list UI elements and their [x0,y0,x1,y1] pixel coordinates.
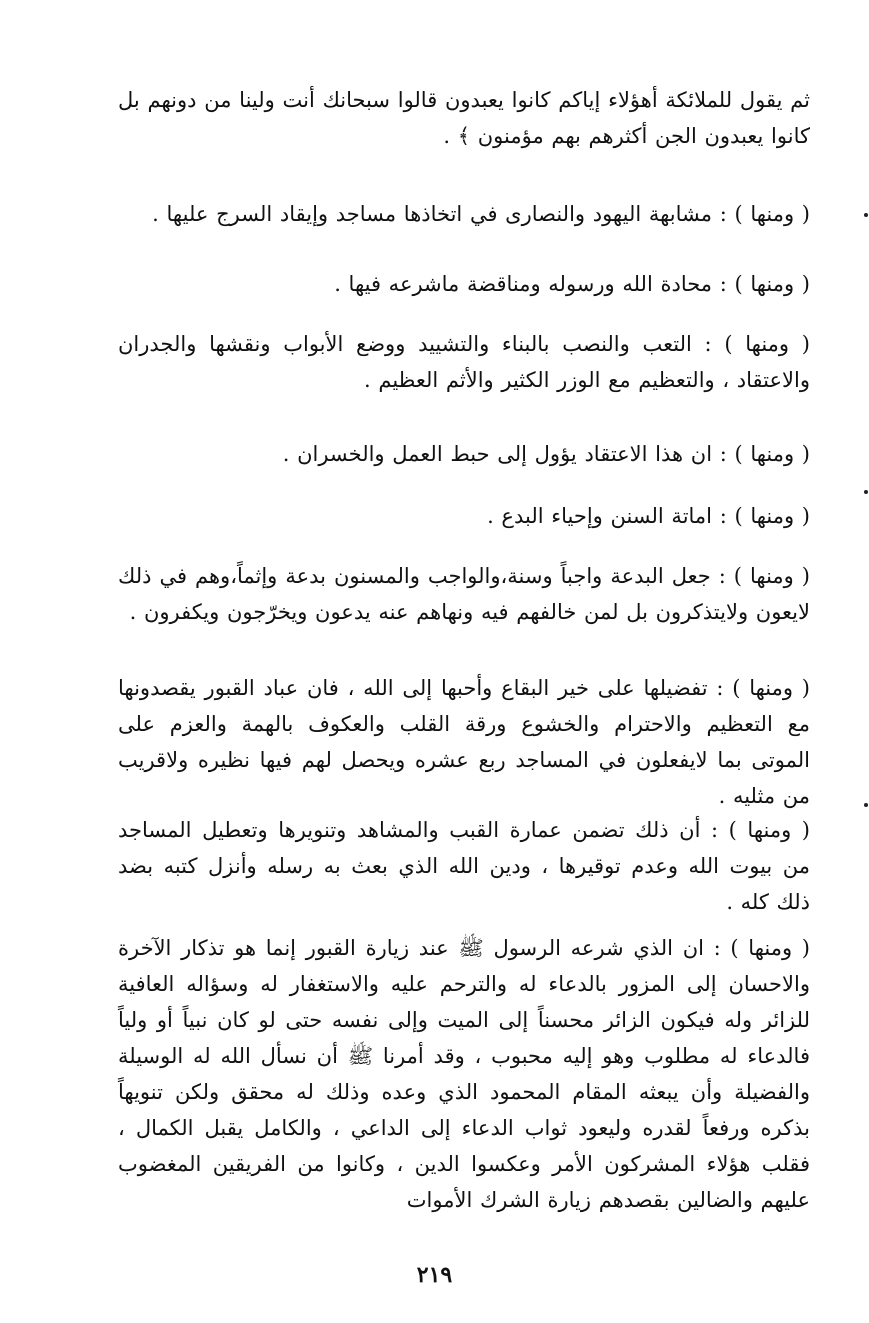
paragraph-visitation: ( ومنها ) : ان الذي شرعه الرسول ﷺ عند زيارة القبور إنما هو تذكار الآخرة والاحسان إلى المزور بالدعاء له والترحم عليه والاستغفار له وسؤاله العافية للزائر وله فيكون الزائر محسناً إلى الميت وإلى نفسه حتى لو كان نبياً أو ولياً فالدعاء له مطلوب وهو إليه محبوب ، وقد أمرنا ﷺ أن نسأل الله له الوسيلة والفضيلة وأن يبعثه المقام المحمود الذي وعده وذلك له محقق ولكن تنويهاً بذكره ورفعاً لقدره وليعود ثواب الدعاء إلى الداعي ، والكامل يقبل الكمال ، فقلب هؤلاء المشركون الأمر وعكسوا الدين ، وكانوا من الفريقين المغضوب عليهم والضالين بقصدهم زيارة الشرك الأموات [118,936,810,1212]
page-number: ٢١٩ [416,1262,453,1288]
paragraph-building: ( ومنها ) : التعب والنصب بالبناء والتشييد ووضع الأبواب ونقشها والجدران والاعتقاد ، والتعظيم مع الوزر الكثير والأثم العظيم . [118,332,810,392]
paragraph-sunnah: ( ومنها ) : اماتة السنن وإحياء البدع . [487,504,810,528]
margin-mark [864,490,868,494]
margin-mark [864,803,868,807]
paragraph-quran-quote: ثم يقول للملائكة أهؤلاء إياكم كانوا يعبدون قالوا سبحانك أنت ولينا من دونهم بل كانوا يعبدون الجن أكثرهم بهم مؤمنون ﴾ . [118,88,810,148]
margin-mark [864,213,868,217]
paragraph-innovation: ( ومنها ) : جعل البدعة واجباً وسنة،والواجب والمسنون بدعة وإثماً،وهم في ذلك لايعون ولايتذكرون بل لمن خالفهم فيه ونهاهم عنه يدعون ويخرّجون ويكفرون . [118,564,810,624]
paragraph-domes: ( ومنها ) : أن ذلك تضمن عمارة القبب والمشاهد وتنويرها وتعطيل المساجد من بيوت الله وعدم توقيرها ، ودين الله الذي بعث به رسله وأنزل كتبه بضد ذلك كله . [118,818,810,914]
paragraph-belief: ( ومنها ) : ان هذا الاعتقاد يؤول إلى حبط العمل والخسران . [282,442,810,466]
paragraph-preference: ( ومنها ) : تفضيلها على خير البقاع وأحبها إلى الله ، فان عباد القبور يقصدونها مع التعظيم والاحترام والخشوع ورقة القلب والعكوف بالهمة والعزم على الموتى بما لايفعلون في المساجد ربع عشره ويحصل لهم فيها نظيره ولاقريب من مثليه . [118,676,810,808]
paragraph-opposition: ( ومنها ) : محادة الله ورسوله ومناقضة ماشرعه فيها . [334,272,810,296]
paragraph-resemblance: ( ومنها ) : مشابهة اليهود والنصارى في اتخاذها مساجد وإيقاد السرج عليها . [152,202,810,226]
